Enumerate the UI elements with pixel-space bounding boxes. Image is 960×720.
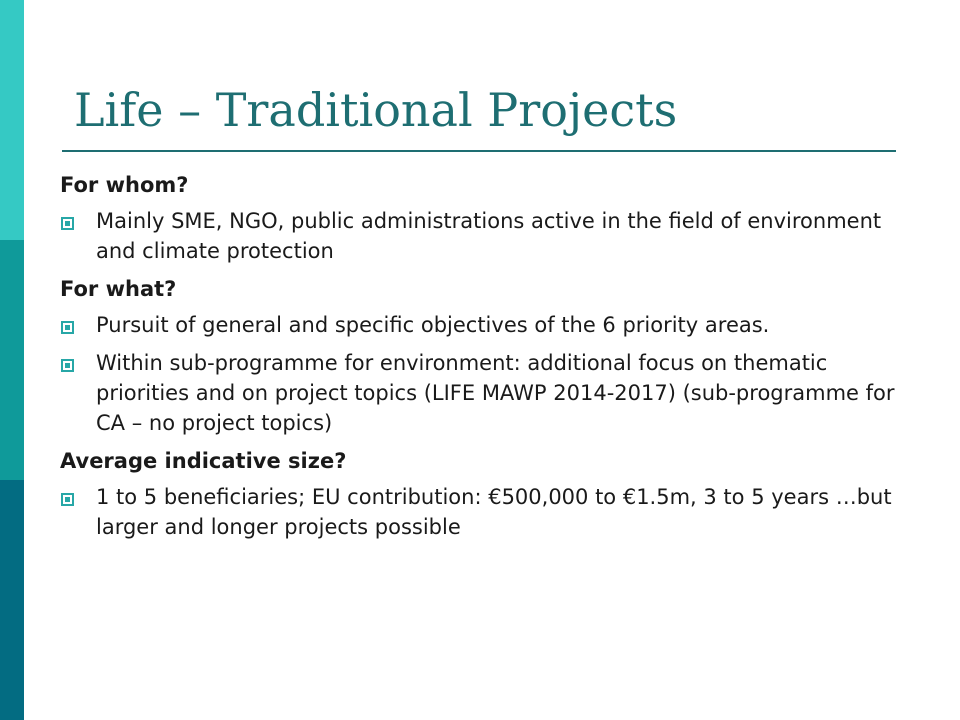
side-bar-segment-top (0, 0, 24, 240)
square-bullet-icon (61, 359, 74, 372)
slide-title: Life – Traditional Projects (74, 83, 678, 137)
section-for-what (60, 274, 900, 438)
side-bar-segment-middle (0, 240, 24, 480)
section-heading: Average indicative size? (60, 449, 347, 473)
side-accent-bar (0, 0, 24, 720)
section-average-size (60, 446, 900, 542)
square-bullet-icon (61, 493, 74, 506)
slide-content (60, 170, 900, 550)
bullet-item (60, 206, 900, 266)
bullet-text: Pursuit of general and specific objectives of the 6 priority areas. (96, 313, 770, 337)
square-bullet-icon (61, 321, 74, 334)
square-bullet-icon (61, 217, 74, 230)
bullet-item (60, 348, 900, 438)
bullet-text: Mainly SME, NGO, public administrations active in the field of environment and climate protection (96, 209, 882, 263)
bullet-item (60, 482, 900, 542)
bullet-item (60, 310, 900, 340)
side-bar-segment-bottom (0, 480, 24, 720)
section-heading: For whom? (60, 173, 189, 197)
title-divider (62, 150, 896, 152)
section-for-whom (60, 170, 900, 266)
bullet-text: Within sub-programme for environment: additional focus on thematic priorities and on project topics (LIFE MAWP 2014-2017) (sub-programme for CA – no project topics) (96, 351, 895, 435)
section-heading: For what? (60, 277, 177, 301)
bullet-text: 1 to 5 beneficiaries; EU contribution: €500,000 to €1.5m, 3 to 5 years …but larger and longer projects possible (96, 485, 892, 539)
